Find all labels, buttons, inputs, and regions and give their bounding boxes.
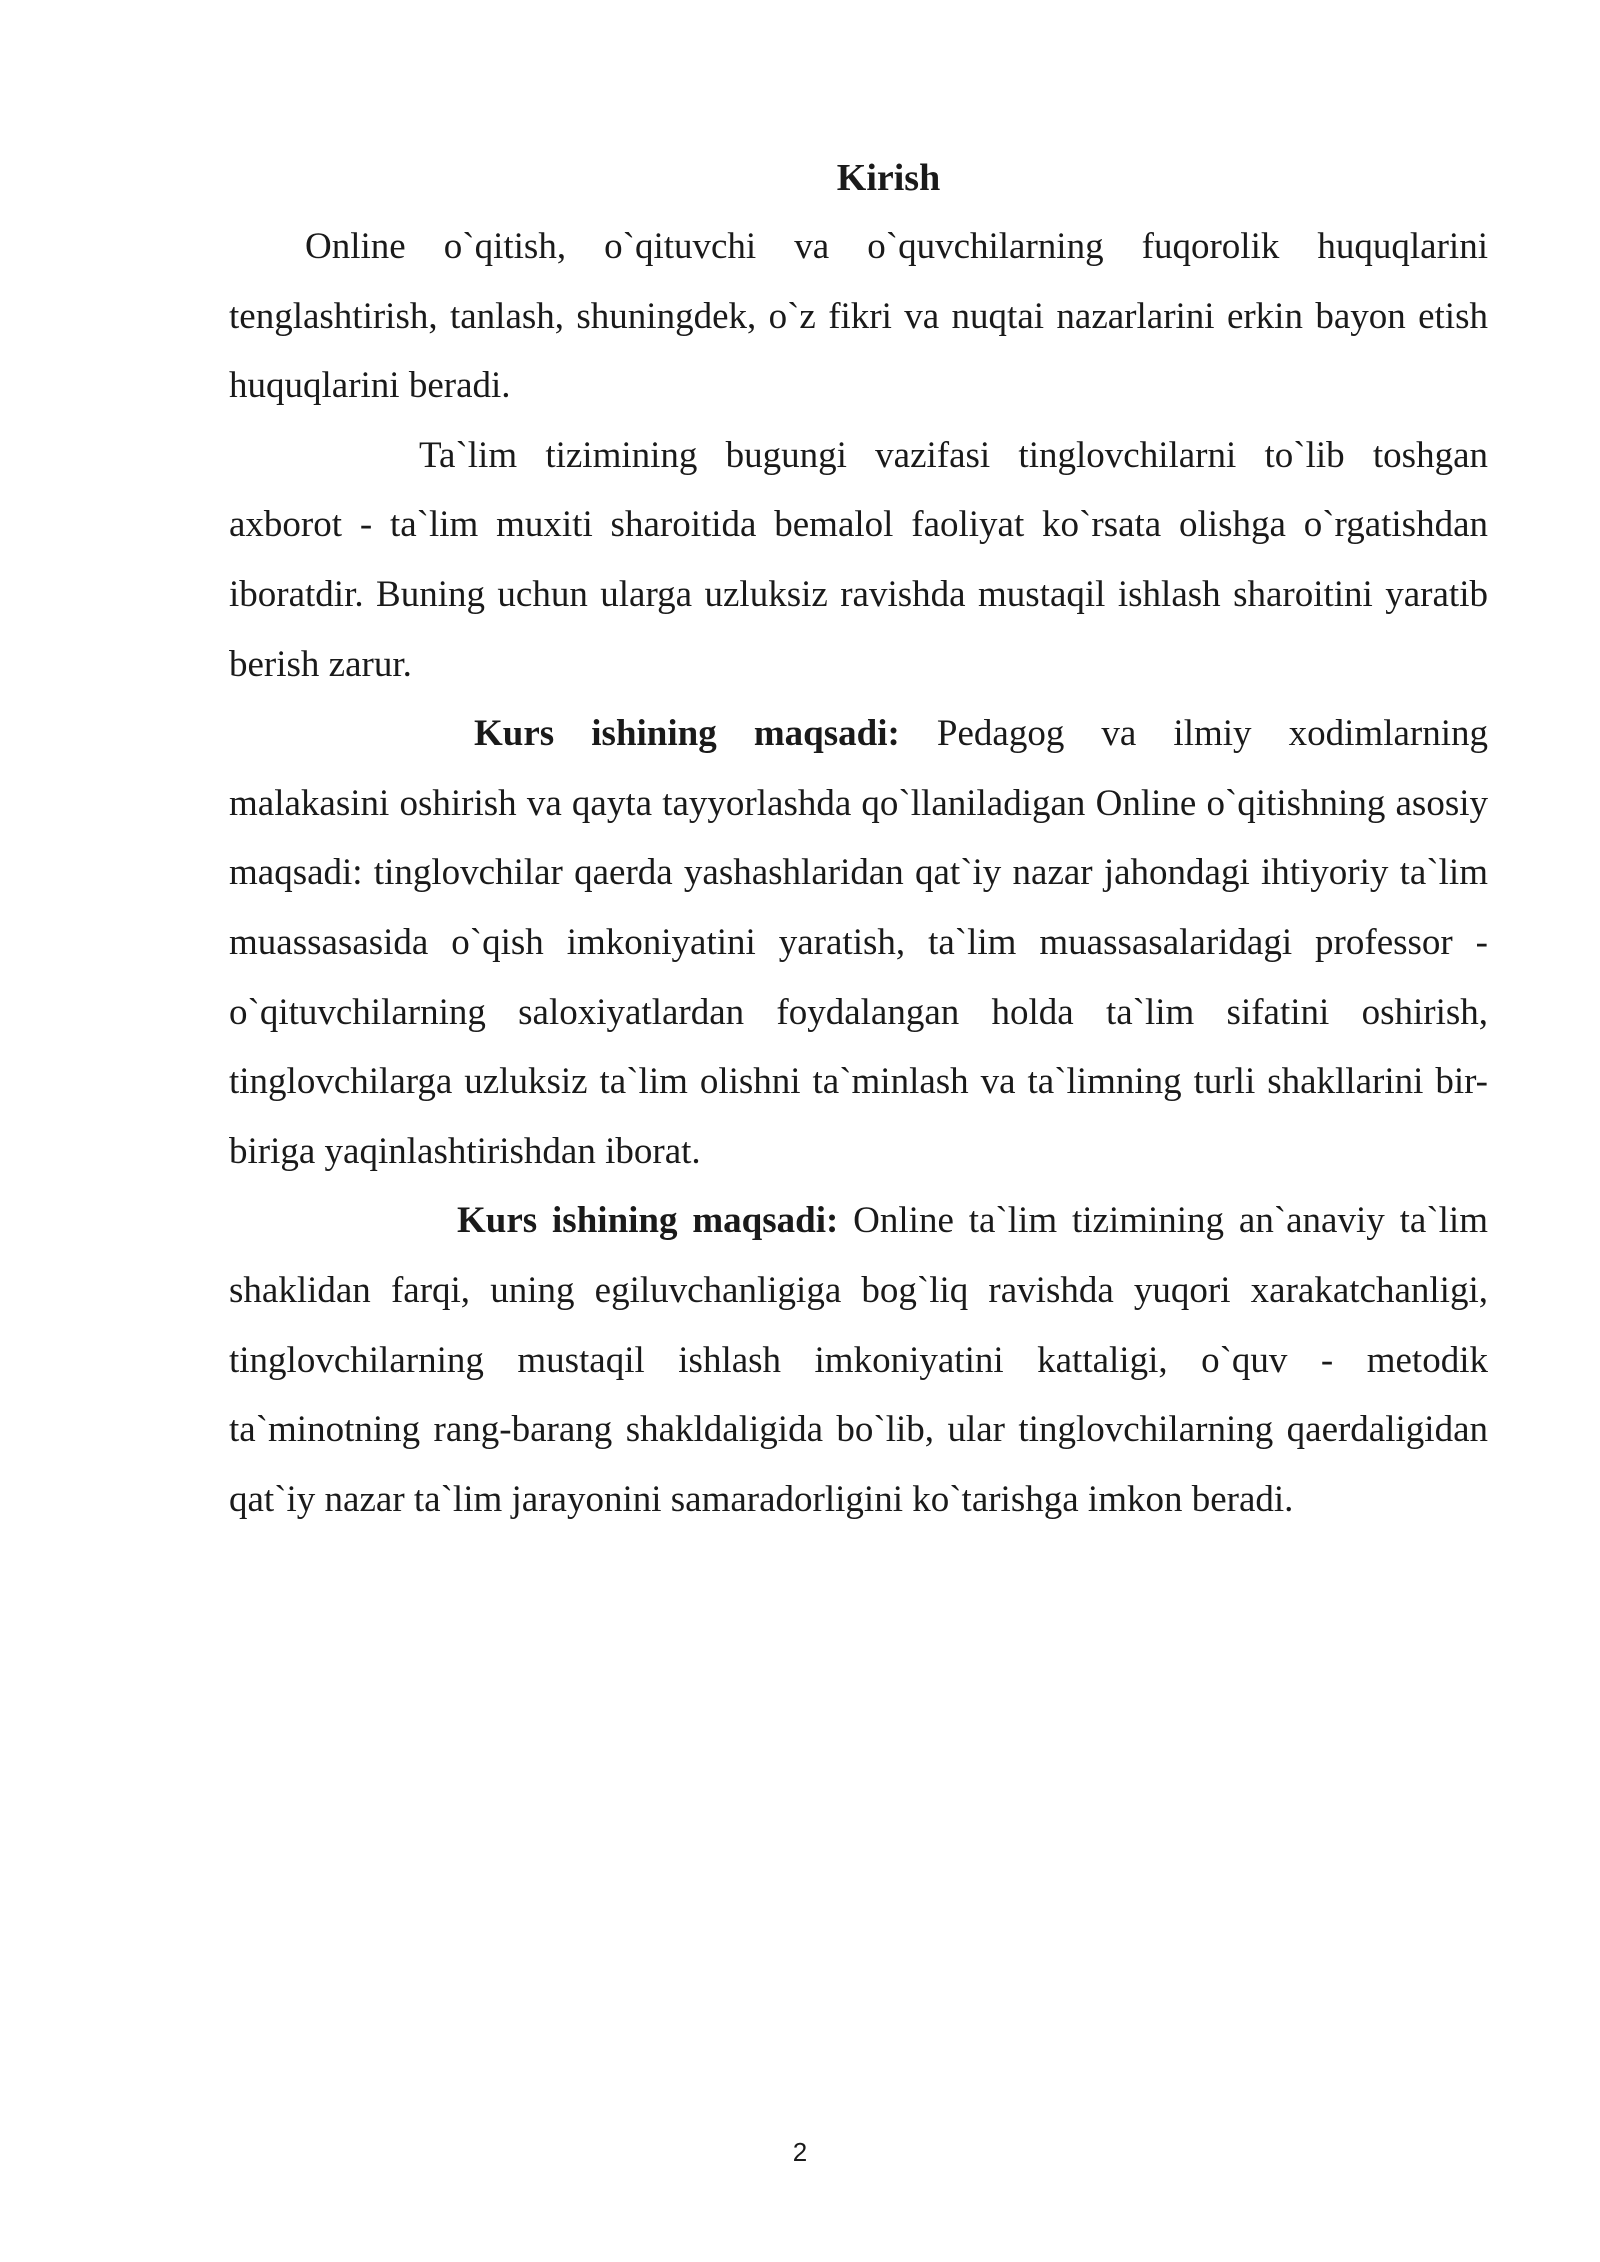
paragraph-course-goal-1-text: Pedagog va ilmiy xodimlarning malakasini oshirish va qayta tayyorlashda qo`llaniladigan Online o`qitishning asosiy maqsadi: tinglovchilar qaerda yashashlaridan qat`iy nazar jahondagi ihtiyoriy ta`lim muassasasida o`qish imkoniyatini yaratish, ta`lim muassasalaridagi professor - o`qituvchilarning saloxiyatlardan foydalangan holda ta`lim sifatini oshirish, tinglovchilarga uzluksiz ta`lim olishni ta`minlash va ta`limning turli shakllarini bir-biriga yaqinlashtirishdan iborat.: [229, 713, 1488, 1172]
paragraph-course-goal-2-text: Online ta`lim tizimining an`anaviy ta`lim shaklidan farqi, uning egiluvchanligiga bog`liq ravishda yuqori xarakatchanligi, tinglovchilarning mustaqil ishlash imkoniyatini kattaligi, o`quv - metodik ta`minotning rang-barang shakldaligida bo`lib, ular tinglovchilarning qaerdaligidan qat`iy nazar ta`lim jarayonini samaradorligini ko`tarishga imkon beradi.: [229, 1200, 1488, 1520]
paragraph-course-goal-1: [229, 699, 1488, 1186]
paragraph-education-task-text: Ta`lim tizimining bugungi vazifasi tinglovchilarni to`lib toshgan axborot - ta`lim muxiti sharoitida bemalol faoliyat ko`rsata olishga o`rgatishdan iboratdir. Buning uchun ularga uzluksiz ravishda mustaqil ishlash sharoitini yaratib berish zarur.: [229, 434, 1488, 685]
page-content: [229, 148, 1488, 1534]
paragraph-education-task: [229, 421, 1488, 699]
paragraph-intro: [229, 212, 1488, 421]
paragraph-course-goal-2: [229, 1186, 1488, 1534]
page-number: 2: [792, 2137, 808, 2167]
paragraph-course-goal-2-lead: Kurs ishining maqsadi:: [457, 1200, 839, 1242]
section-title: Kirish: [836, 157, 941, 199]
paragraph-intro-text: Online o`qitish, o`qituvchi va o`quvchilarning fuqorolik huquqlarini tenglashtirish, tanlash, shuningdek, o`z fikri va nuqtai nazarlarini erkin bayon etish huquqlarini beradi.: [229, 226, 1488, 407]
paragraph-course-goal-1-lead: Kurs ishining maqsadi:: [474, 713, 900, 755]
